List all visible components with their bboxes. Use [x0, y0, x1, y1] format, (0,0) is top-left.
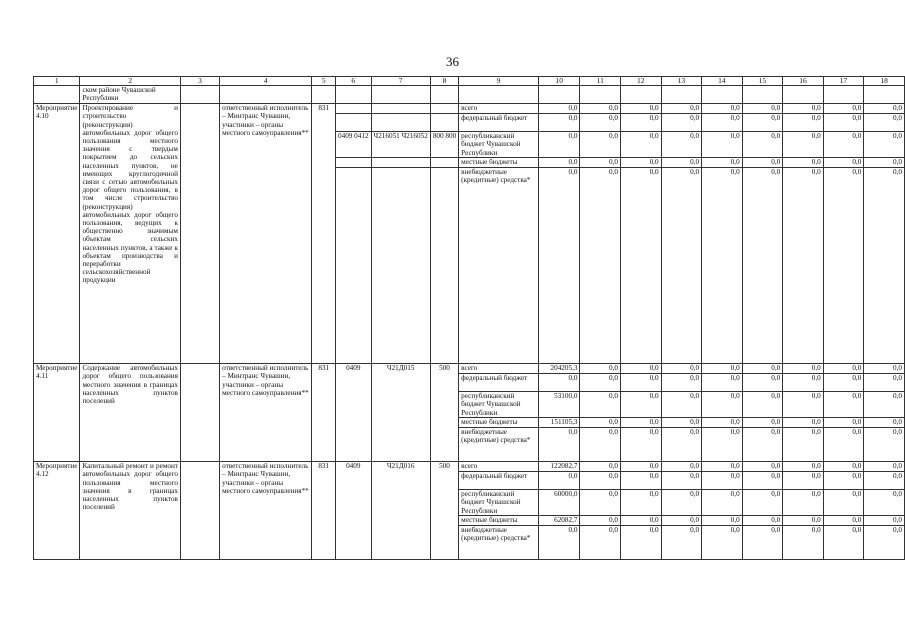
- program-table: [33, 76, 905, 560]
- funding-source: всего: [459, 104, 539, 114]
- grbs-code: 831: [312, 462, 336, 560]
- amount-cell: 0,0: [864, 462, 905, 472]
- amount-cell: 0,0: [864, 374, 905, 392]
- amount-cell: 0,0: [539, 374, 580, 392]
- funding-source: всего: [459, 462, 539, 472]
- amount-cell: 0,0: [702, 364, 743, 374]
- amount-cell: 0,0: [661, 516, 702, 526]
- amount-cell: 0,0: [823, 526, 864, 560]
- target-code: [371, 158, 430, 168]
- amount-cell: 0,0: [823, 158, 864, 168]
- continuation-row: [34, 86, 905, 104]
- amount-cell: 0,0: [702, 374, 743, 392]
- amount-cell: 0,0: [742, 472, 783, 490]
- amount-cell: 0,0: [823, 168, 864, 364]
- amount-cell: 0,0: [742, 364, 783, 374]
- measure-id: Мероприятие 4.11: [34, 364, 80, 462]
- amount-cell: 0,0: [702, 168, 743, 364]
- amount-cell: 0,0: [621, 526, 662, 560]
- column-number: 9: [459, 77, 539, 86]
- expense-code: 500: [430, 364, 458, 462]
- empty-cell: [180, 104, 219, 364]
- amount-cell: 0,0: [621, 428, 662, 462]
- amount-cell: 0,0: [783, 462, 824, 472]
- amount-cell: 0,0: [702, 418, 743, 428]
- executor: ответственный исполнитель – Минтранс Чувашии, участники – органы местного самоуправления**: [220, 364, 312, 462]
- table-cell: [621, 86, 662, 104]
- executor: ответственный исполнитель – Минтранс Чувашии, участники – органы местного самоуправления**: [220, 462, 312, 560]
- amount-cell: 0,0: [661, 374, 702, 392]
- amount-cell: 0,0: [621, 418, 662, 428]
- amount-cell: 0,0: [539, 428, 580, 462]
- amount-cell: 0,0: [783, 114, 824, 132]
- amount-cell: 53100,0: [539, 392, 580, 418]
- header-row: [34, 77, 905, 86]
- amount-cell: 0,0: [580, 418, 621, 428]
- table-row: [34, 462, 905, 472]
- amount-cell: 0,0: [539, 104, 580, 114]
- funding-source: внебюджетные (кредитные) средства*: [459, 526, 539, 560]
- amount-cell: 0,0: [661, 418, 702, 428]
- page-number: 36: [446, 54, 459, 69]
- grbs-code: 831: [312, 364, 336, 462]
- amount-cell: 0,0: [823, 516, 864, 526]
- column-number: 5: [312, 77, 336, 86]
- table-cell: [180, 86, 219, 104]
- empty-cell: [180, 462, 219, 560]
- amount-cell: 0,0: [742, 418, 783, 428]
- amount-cell: 0,0: [539, 132, 580, 158]
- amount-cell: 0,0: [864, 526, 905, 560]
- amount-cell: 0,0: [621, 516, 662, 526]
- amount-cell: 0,0: [580, 490, 621, 516]
- target-code: Ч21Д015: [371, 364, 430, 462]
- amount-cell: 60000,0: [539, 490, 580, 516]
- amount-cell: 0,0: [702, 104, 743, 114]
- amount-cell: 0,0: [539, 472, 580, 490]
- amount-cell: 0,0: [783, 428, 824, 462]
- target-code: [371, 104, 430, 114]
- amount-cell: 0,0: [823, 114, 864, 132]
- amount-cell: 0,0: [864, 428, 905, 462]
- amount-cell: 0,0: [823, 104, 864, 114]
- section-code: [336, 104, 372, 114]
- amount-cell: 0,0: [621, 374, 662, 392]
- empty-cell: [180, 364, 219, 462]
- amount-cell: 0,0: [823, 364, 864, 374]
- amount-cell: 0,0: [621, 490, 662, 516]
- amount-cell: 0,0: [661, 392, 702, 418]
- amount-cell: 0,0: [864, 490, 905, 516]
- amount-cell: 0,0: [621, 158, 662, 168]
- target-code: Ч21Д016: [371, 462, 430, 560]
- amount-cell: 0,0: [864, 132, 905, 158]
- amount-cell: 0,0: [742, 114, 783, 132]
- amount-cell: 0,0: [580, 472, 621, 490]
- amount-cell: 0,0: [742, 168, 783, 364]
- amount-cell: 0,0: [783, 364, 824, 374]
- funding-source: местные бюджеты: [459, 158, 539, 168]
- section-code: [336, 114, 372, 132]
- amount-cell: 0,0: [661, 490, 702, 516]
- funding-source: местные бюджеты: [459, 418, 539, 428]
- amount-cell: 0,0: [661, 526, 702, 560]
- amount-cell: 0,0: [702, 516, 743, 526]
- column-number: 12: [621, 77, 662, 86]
- amount-cell: 0,0: [702, 526, 743, 560]
- amount-cell: 0,0: [621, 132, 662, 158]
- amount-cell: 0,0: [661, 428, 702, 462]
- amount-cell: 122082,7: [539, 462, 580, 472]
- table-cell: [34, 86, 80, 104]
- amount-cell: 0,0: [783, 392, 824, 418]
- amount-cell: 0,0: [539, 158, 580, 168]
- amount-cell: 0,0: [783, 132, 824, 158]
- funding-source: республиканский бюджет Чувашской Республики: [459, 132, 539, 158]
- table-cell: [336, 86, 372, 104]
- amount-cell: 0,0: [864, 168, 905, 364]
- funding-source: федеральный бюджет: [459, 472, 539, 490]
- column-number: 4: [220, 77, 312, 86]
- table-cell: [371, 86, 430, 104]
- amount-cell: 0,0: [661, 472, 702, 490]
- amount-cell: 0,0: [742, 490, 783, 516]
- column-number: 2: [80, 77, 181, 86]
- amount-cell: 0,0: [580, 132, 621, 158]
- amount-cell: 0,0: [702, 392, 743, 418]
- amount-cell: 0,0: [621, 364, 662, 374]
- table-cell: [823, 86, 864, 104]
- amount-cell: 0,0: [702, 428, 743, 462]
- column-number: 7: [371, 77, 430, 86]
- amount-cell: 0,0: [661, 132, 702, 158]
- amount-cell: 0,0: [783, 490, 824, 516]
- amount-cell: 0,0: [864, 392, 905, 418]
- amount-cell: 0,0: [783, 472, 824, 490]
- expense-code: [430, 104, 458, 114]
- amount-cell: 0,0: [539, 168, 580, 364]
- table-cell: [539, 86, 580, 104]
- amount-cell: 0,0: [783, 104, 824, 114]
- section-code: [336, 158, 372, 168]
- amount-cell: 0,0: [580, 462, 621, 472]
- table-cell: [742, 86, 783, 104]
- amount-cell: 0,0: [621, 462, 662, 472]
- amount-cell: 0,0: [661, 114, 702, 132]
- target-code: Ч216051 Ч216052: [371, 132, 430, 158]
- amount-cell: 0,0: [783, 374, 824, 392]
- executor: ответственный исполнитель – Минтранс Чувашии, участники – органы местного самоуправления**: [220, 104, 312, 364]
- funding-source: федеральный бюджет: [459, 114, 539, 132]
- amount-cell: 0,0: [823, 374, 864, 392]
- amount-cell: 0,0: [823, 490, 864, 516]
- funding-source: федеральный бюджет: [459, 374, 539, 392]
- section-code: 0409: [336, 364, 372, 462]
- amount-cell: 0,0: [742, 374, 783, 392]
- column-number: 14: [702, 77, 743, 86]
- column-number: 8: [430, 77, 458, 86]
- amount-cell: 0,0: [823, 472, 864, 490]
- funding-source: республиканский бюджет Чувашской Республики: [459, 490, 539, 516]
- measure-name: Капитальный ремонт и ремонт автомобильных дорог общего пользования местного значения в границах населенных пунктов поселений: [80, 462, 181, 560]
- table-cell: [312, 86, 336, 104]
- column-number: 16: [783, 77, 824, 86]
- amount-cell: 0,0: [823, 392, 864, 418]
- amount-cell: 0,0: [742, 158, 783, 168]
- amount-cell: 0,0: [580, 104, 621, 114]
- amount-cell: 0,0: [661, 462, 702, 472]
- funding-source: внебюджетные (кредитные) средства*: [459, 428, 539, 462]
- amount-cell: 204205,3: [539, 364, 580, 374]
- amount-cell: 0,0: [580, 364, 621, 374]
- amount-cell: 0,0: [580, 114, 621, 132]
- column-number: 6: [336, 77, 372, 86]
- amount-cell: 0,0: [580, 158, 621, 168]
- amount-cell: 0,0: [823, 132, 864, 158]
- grbs-code: 831: [312, 104, 336, 364]
- amount-cell: 0,0: [661, 168, 702, 364]
- column-number: 17: [823, 77, 864, 86]
- measure-name: Содержание автомобильных дорог общего пользования местного значения в границах населенных пунктов поселений: [80, 364, 181, 462]
- target-code: [371, 168, 430, 364]
- amount-cell: 0,0: [621, 392, 662, 418]
- column-number: 15: [742, 77, 783, 86]
- table-cell: [783, 86, 824, 104]
- amount-cell: 0,0: [864, 418, 905, 428]
- column-number: 11: [580, 77, 621, 86]
- amount-cell: 151105,3: [539, 418, 580, 428]
- amount-cell: 0,0: [702, 158, 743, 168]
- amount-cell: 0,0: [539, 114, 580, 132]
- amount-cell: 0,0: [742, 428, 783, 462]
- column-number: 18: [864, 77, 905, 86]
- amount-cell: 0,0: [742, 526, 783, 560]
- amount-cell: 0,0: [702, 132, 743, 158]
- table-cell: [430, 86, 458, 104]
- amount-cell: 0,0: [621, 104, 662, 114]
- amount-cell: 0,0: [621, 168, 662, 364]
- amount-cell: 0,0: [580, 526, 621, 560]
- expense-code: [430, 114, 458, 132]
- amount-cell: 0,0: [864, 472, 905, 490]
- amount-cell: 0,0: [580, 374, 621, 392]
- amount-cell: 0,0: [621, 472, 662, 490]
- table-cell: [459, 86, 539, 104]
- amount-cell: 0,0: [661, 364, 702, 374]
- amount-cell: 0,0: [742, 104, 783, 114]
- column-number: 13: [661, 77, 702, 86]
- amount-cell: 0,0: [661, 104, 702, 114]
- continuation-text: ском районе Чувашской Республики: [80, 86, 181, 104]
- funding-source: внебюджетные (кредитные) средства*: [459, 168, 539, 364]
- table-cell: [661, 86, 702, 104]
- section-code: 0409 0412: [336, 132, 372, 158]
- amount-cell: 0,0: [742, 132, 783, 158]
- amount-cell: 0,0: [864, 158, 905, 168]
- amount-cell: 0,0: [783, 516, 824, 526]
- amount-cell: 0,0: [702, 114, 743, 132]
- expense-code: [430, 158, 458, 168]
- amount-cell: 62082,7: [539, 516, 580, 526]
- expense-code: 500: [430, 462, 458, 560]
- amount-cell: 0,0: [823, 428, 864, 462]
- target-code: [371, 114, 430, 132]
- table-cell: [220, 86, 312, 104]
- table-row: [34, 104, 905, 114]
- column-number: 1: [34, 77, 80, 86]
- funding-source: республиканский бюджет Чувашской Республики: [459, 392, 539, 418]
- column-number: 10: [539, 77, 580, 86]
- amount-cell: 0,0: [580, 168, 621, 364]
- amount-cell: 0,0: [702, 472, 743, 490]
- expense-code: [430, 168, 458, 364]
- section-code: 0409: [336, 462, 372, 560]
- table-cell: [864, 86, 905, 104]
- amount-cell: 0,0: [823, 462, 864, 472]
- measure-id: Мероприятие 4.12: [34, 462, 80, 560]
- amount-cell: 0,0: [783, 526, 824, 560]
- amount-cell: 0,0: [864, 114, 905, 132]
- amount-cell: 0,0: [539, 526, 580, 560]
- amount-cell: 0,0: [783, 158, 824, 168]
- expense-code: 800 800: [430, 132, 458, 158]
- amount-cell: 0,0: [864, 364, 905, 374]
- amount-cell: 0,0: [742, 392, 783, 418]
- funding-source: всего: [459, 364, 539, 374]
- amount-cell: 0,0: [580, 392, 621, 418]
- section-code: [336, 168, 372, 364]
- amount-cell: 0,0: [702, 490, 743, 516]
- amount-cell: 0,0: [823, 418, 864, 428]
- amount-cell: 0,0: [580, 428, 621, 462]
- amount-cell: 0,0: [661, 158, 702, 168]
- measure-id: Мероприятие 4.10: [34, 104, 80, 364]
- amount-cell: 0,0: [742, 462, 783, 472]
- table-row: [34, 364, 905, 374]
- table-cell: [580, 86, 621, 104]
- amount-cell: 0,0: [864, 516, 905, 526]
- amount-cell: 0,0: [783, 418, 824, 428]
- amount-cell: 0,0: [580, 516, 621, 526]
- measure-name: Проектирование и строительство (реконструкция) автомобильных дорог общего пользования местного значения с твердым покрытием до сельских населенных пунктов, не имеющих круглогодичной связи с сетью автомобильных дорог общего пользования, в том числе строительство (реконструкция) автомобильных дорог общего пользования, ведущих к общественно значимым объектам сельских населенных пунктов, а также к объектам производства и переработки сельскохозяйственной продукции: [80, 104, 181, 364]
- amount-cell: 0,0: [864, 104, 905, 114]
- funding-source: местные бюджеты: [459, 516, 539, 526]
- amount-cell: 0,0: [742, 516, 783, 526]
- amount-cell: 0,0: [621, 114, 662, 132]
- table-cell: [702, 86, 743, 104]
- column-number: 3: [180, 77, 219, 86]
- amount-cell: 0,0: [702, 462, 743, 472]
- amount-cell: 0,0: [783, 168, 824, 364]
